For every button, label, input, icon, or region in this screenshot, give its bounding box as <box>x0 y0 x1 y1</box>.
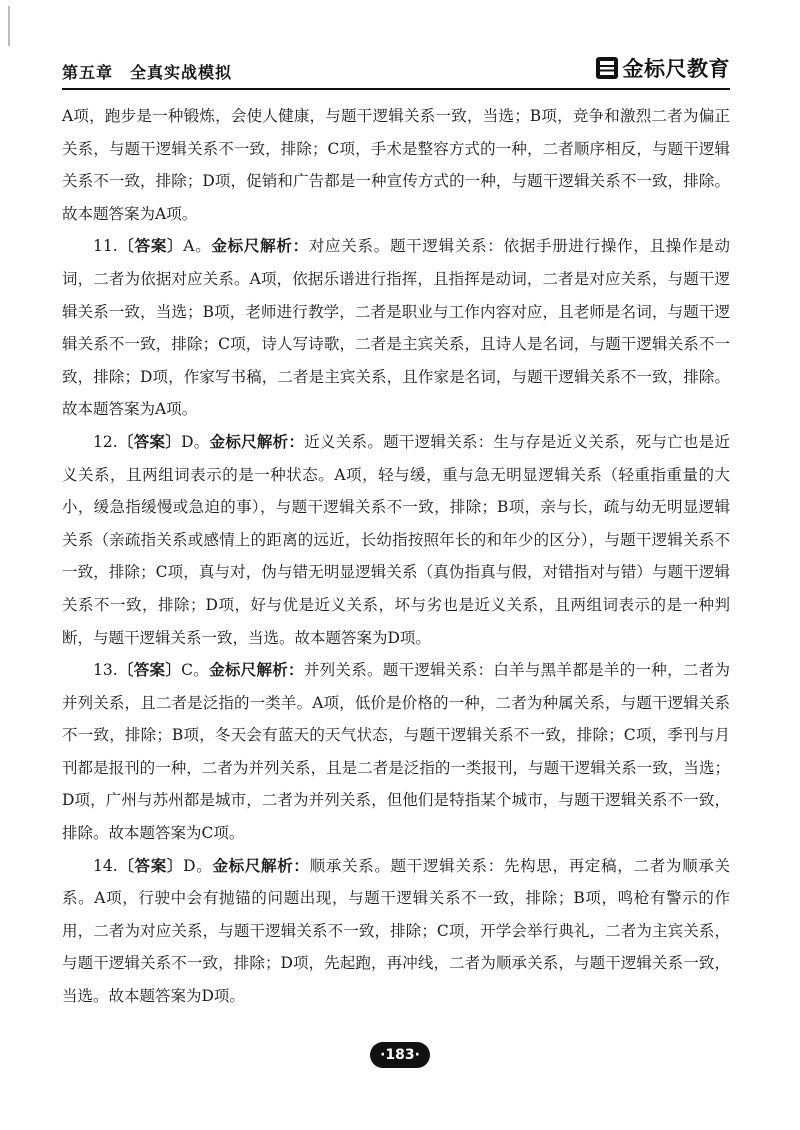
answer-value: C。 <box>181 661 210 680</box>
question-number: 13. <box>93 661 118 680</box>
page-number: ·183· <box>370 1042 430 1068</box>
page-header <box>62 54 730 90</box>
analysis-label: 金标尺解析： <box>212 856 310 875</box>
analysis-text: 并列关系。题干逻辑关系：白羊与黑羊都是羊的一种，二者为并列关系，且二者是泛指的一类羊。A项，低价是价格的一种，二者为种属关系，与题干逻辑关系不一致，排除；B项，冬天会有蓝天的天气状态，与题干逻辑关系不一致，排除；C项，季刊与月刊都是报刊的一种，二者为并列关系，且是二者是泛指的一类报刊，与题干逻辑关系一致，当选；D项，广州与苏州都是城市，二者为并列关系，但他们是特指某个城市，与题干逻辑关系不一致，排除。故本题答案为C项。 <box>62 661 730 843</box>
analysis-label: 金标尺解析： <box>211 237 309 256</box>
question-number: 14. <box>93 856 118 875</box>
chapter-title: 第五章 全真实战模拟 <box>62 63 233 82</box>
question-number: 12. <box>93 432 118 451</box>
question-12-explanation <box>62 426 730 654</box>
question-13-explanation <box>62 654 730 850</box>
analysis-text: 对应关系。题干逻辑关系：依据手册进行操作，且操作是动词，二者为依据对应关系。A项，依据乐谱进行指挥，且指挥是动词，二者是对应关系，与题干逻辑关系一致，当选；B项，老师进行教学，二者是职业与工作内容对应，且老师是名词，与题干逻辑关系不一致，排除；C项，诗人写诗歌，二者是主宾关系，且诗人是名词，与题干逻辑关系不一致，排除；D项，作家写书稿，二者是主宾关系，且作家是名词，与题干逻辑关系不一致，排除。故本题答案为A项。 <box>62 237 730 419</box>
paragraph-text: A项，跑步是一种锻炼，会使人健康，与题干逻辑关系一致，当选；B项，竞争和激烈二者为偏正关系，与题干逻辑关系不一致，排除；C项，手术是整容方式的一种，二者顺序相反，与题干逻辑关系不一致，排除；D项，促销和广告都是一种宣传方式的一种，与题干逻辑关系不一致，排除。故本题答案为A项。 <box>62 107 730 223</box>
answer-label: 〔答案〕 <box>117 237 184 256</box>
page-edge-mark <box>8 6 10 46</box>
answer-label: 〔答案〕 <box>117 432 182 451</box>
brand-logo-icon <box>595 56 619 80</box>
answer-explanations <box>62 100 730 1013</box>
continued-paragraph <box>62 100 730 230</box>
answer-label: 〔答案〕 <box>117 661 182 680</box>
analysis-text: 顺承关系。题干逻辑关系：先构思，再定稿，二者为顺承关系。A项，行驶中会有抛锚的问题出现，与题干逻辑关系不一致，排除；B项，鸣枪有警示的作用，二者为对应关系，与题干逻辑关系不一致，排除；C项，开学会举行典礼，二者为主宾关系，与题干逻辑关系不一致，排除；D项，先起跑，再冲线，二者为顺承关系，与题干逻辑关系一致，当选。故本题答案为D项。 <box>62 856 730 1006</box>
answer-value: D。 <box>181 432 210 451</box>
answer-label: 〔答案〕 <box>117 856 184 875</box>
analysis-label: 金标尺解析： <box>209 661 304 680</box>
answer-value: D。 <box>183 856 213 875</box>
brand <box>595 54 731 82</box>
answer-value: A。 <box>183 237 212 256</box>
brand-name: 金标尺教育 <box>622 57 730 81</box>
question-11-explanation <box>62 230 730 426</box>
analysis-label: 金标尺解析： <box>209 432 305 451</box>
analysis-text: 近义关系。题干逻辑关系：生与存是近义关系，死与亡也是近义关系，且两组词表示的是一种状态。A项，轻与缓，重与急无明显逻辑关系（轻重指重量的大小，缓急指缓慢或急迫的事），与题干逻辑关系不一致，排除；B项，亲与长，疏与幼无明显逻辑关系（亲疏指关系或感情上的距离的远近，长幼指按照年长的和年少的区分），与题干逻辑关系不一致，排除；C项，真与对，伪与错无明显逻辑关系（真伪指真与假，对错指对与错）与题干逻辑关系不一致，排除；D项，好与优是近义关系，坏与劣也是近义关系，且两组词表示的是一种判断，与题干逻辑关系一致，当选。故本题答案为D项。 <box>62 432 730 647</box>
question-14-explanation <box>62 850 730 1013</box>
question-number: 11. <box>93 237 118 256</box>
page-footer <box>0 1042 800 1068</box>
